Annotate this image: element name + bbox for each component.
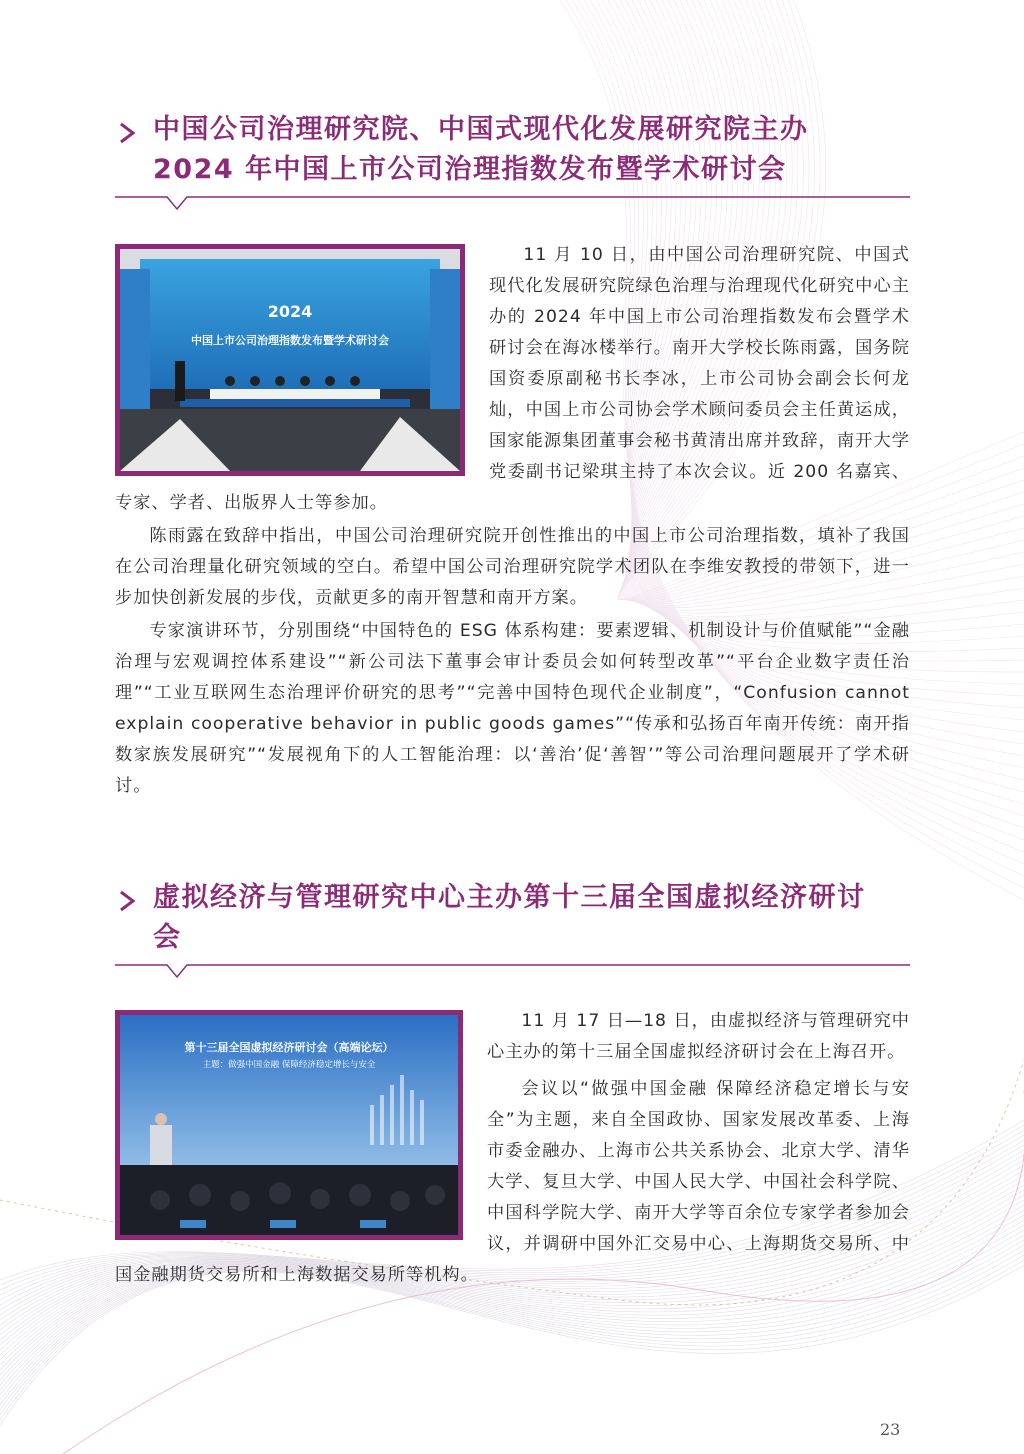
conference-photo [115, 244, 465, 476]
heading-line-1: 虚拟经济与管理研究中心主办第十三届全国虚拟经济研讨 [153, 882, 866, 913]
play-arrow-icon [119, 890, 137, 912]
banner-title: 第十三届全国虚拟经济研讨会（高端论坛） [184, 1041, 394, 1054]
article-section-1 [115, 110, 910, 802]
section-heading [115, 110, 910, 190]
paragraph: 会议以“做强中国金融 保障经济稳定增长与安全”为主题，来自全国政协、国家发展改革委、上海市委金融办、上海市公共关系协会、北京大学、清华大学、复旦大学、中国人民大学、中国社会科学院、中国科学院大学、南开大学等百余位专家学者参加会议，并调研中国外汇交易中心、上海期货交易所、中国金融期货交易所和上海数据交易所等机构。 [115, 1079, 910, 1285]
conference-photo [115, 1010, 463, 1240]
heading-line-1: 中国公司治理研究院、中国式现代化发展研究院主办 [153, 114, 809, 145]
paragraph: 11 月 17 日—18 日，由虚拟经济与管理研究中心主办的第十三届全国虚拟经济研讨会在上海召开。 [487, 1011, 910, 1062]
banner-year: 2024 [267, 302, 313, 321]
play-arrow-icon [119, 122, 137, 144]
heading-divider [115, 196, 910, 214]
heading-line-2: 2024 年中国上市公司治理指数发布暨学术研讨会 [153, 154, 787, 185]
page-number: 23 [880, 1420, 901, 1439]
paragraph: 专家演讲环节，分别围绕“中国特色的 ESG 体系构建：要素逻辑、机制设计与价值赋能”“金融治理与宏观调控体系建设”“新公司法下董事会审计委员会如何转型改革”“平台企业数字责任治理”“工业互联网生态治理评价研究的思考”“完善中国特色现代企业制度”，“Confusion cannot explain cooperative behavior in public goods games”“传承和弘扬百年南开传统：南开指数家族发展研究”“发展视角下的人工智能治理：以‘善治’促‘善智’”等公司治理问题展开了学术研讨。 [115, 621, 910, 796]
banner-title: 中国上市公司治理指数发布暨学术研讨会 [191, 334, 389, 347]
heading-divider [115, 964, 910, 982]
article-section-2 [115, 878, 910, 1291]
section-heading [115, 878, 910, 958]
heading-line-2: 会 [153, 922, 182, 953]
paragraph: 陈雨露在致辞中指出，中国公司治理研究院开创性推出的中国上市公司治理指数，填补了我国在公司治理量化研究领域的空白。希望中国公司治理研究院学术团队在李维安教授的带领下，进一步加快创新发展的步伐，贡献更多的南开智慧和南开方案。 [115, 526, 910, 608]
banner-subtitle: 主题：做强中国金融 保障经济稳定增长与安全 [202, 1060, 376, 1070]
paragraph: 11 月 10 日，由中国公司治理研究院、中国式现代化发展研究院绿色治理与治理现代化研究中心主办的 2024 年中国上市公司治理指数发布会暨学术研讨会在海冰楼举行。南开大学校长陈雨露，国务院国资委原副秘书长李冰，上市公司协会副会长何龙灿，中国上市公司协会学术顾问委员会主任黄运成，国家能源集团董事会秘书黄清出席并致辞，南开大学党委副书记梁琪主持了本次会议。近 200 名嘉宾、专家、学者、出版界人士等参加。 [115, 245, 910, 513]
